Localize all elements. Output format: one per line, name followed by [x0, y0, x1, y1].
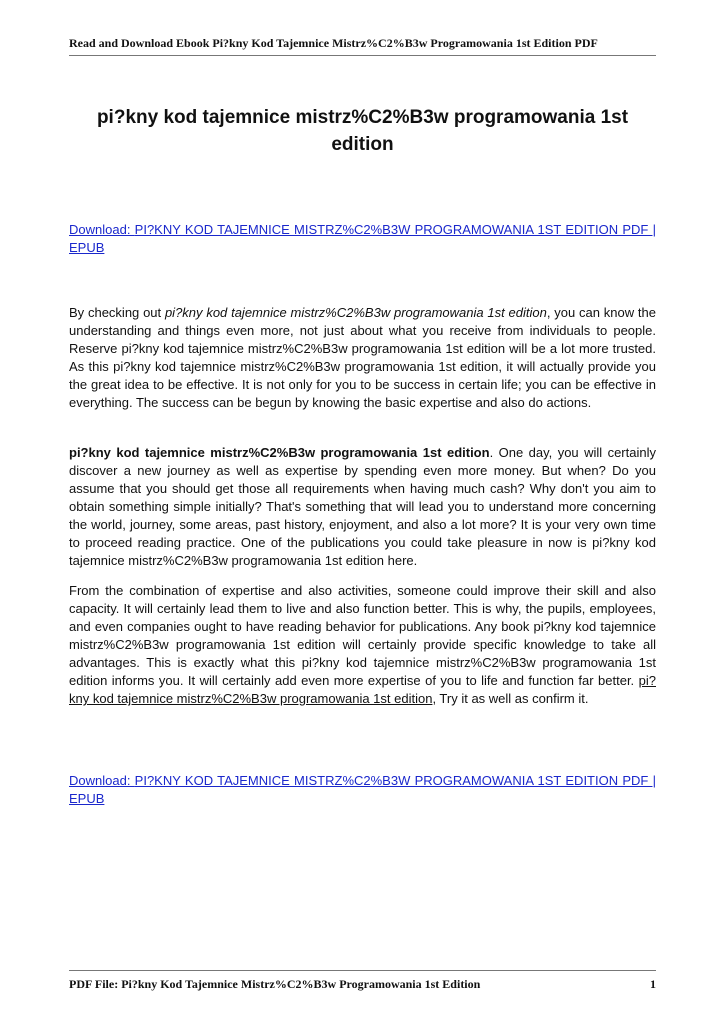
download-prefix: Download: [69, 222, 135, 237]
paragraph-3-tail: , Try it as well as confirm it. [432, 691, 589, 706]
download-prefix: Download: [69, 773, 135, 788]
header-text: Read and Download Ebook Pi?kny Kod Tajemnice Mistrz%C2%B3w Programowania 1st Edition PDF [69, 36, 598, 50]
page-title: pi?kny kod tajemnice mistrz%C2%B3w programowania 1st edition [96, 107, 629, 155]
paragraph-1-rest: , you can know the understanding and things even more, not just about what you receive from individuals to people. Reserve pi?kny kod tajemnice mistrz%C2%B3w programowania 1st edition will be a lot more trusted. As this pi?kny kod tajemnice mistrz%C2%B3w programowania 1st edition, it will actually provide you the great idea to be effective. It is not only for you to be success in certain life; you can be effective in everything. The success can be begun by knowing the basic expertise and also do actions. [69, 305, 656, 410]
download-link-top-anchor[interactable] [69, 222, 656, 255]
page-header [69, 36, 656, 56]
page-footer [69, 970, 656, 992]
paragraph-2-bold-title: pi?kny kod tajemnice mistrz%C2%B3w programowania 1st edition [69, 445, 490, 460]
footer-text: PDF File: Pi?kny Kod Tajemnice Mistrz%C2%B3w Programowania 1st Edition [69, 977, 481, 991]
paragraph-3-text: From the combination of expertise and also activities, someone could improve their skill and also capacity. It will certainly lead them to live and also function better. This is why, the pupils, employees, and even companies ought to have reading behavior for publications. Any book pi?kny kod tajemnice mistrz%C2%B3w programowania 1st edition will certainly provide specific knowledge to take all advantages. This is exactly what this pi?kny kod tajemnice mistrz%C2%B3w programowania 1st edition informs you. It will certainly add even more expertise of you to life and function far better. [69, 583, 656, 688]
paragraph-2-rest: . One day, you will certainly discover a new journey as well as expertise by spending even more money. But when? Do you assume that you should get those all requirements when having much cash? Why don't you aim to obtain something simple initially? That's something that will lead you to understand more concerning the world, journey, some areas, past history, enjoyment, and also a lot more? It is your very own time to proceed reading practice. One of the publications you could take pleasure in now is pi?kny kod tajemnice mistrz%C2%B3w programowania 1st edition here. [69, 445, 656, 568]
download-link-bottom-anchor[interactable] [69, 773, 656, 806]
page-number: 1 [650, 977, 656, 991]
paragraph-1-italic-title: pi?kny kod tajemnice mistrz%C2%B3w programowania 1st edition [164, 305, 547, 320]
paragraph-2 [69, 444, 656, 570]
download-link-bottom[interactable] [69, 772, 656, 808]
paragraph-3 [69, 582, 656, 708]
download-label: PI?KNY KOD TAJEMNICE MISTRZ%C2%B3W PROGRAMOWANIA 1ST EDITION PDF | EPUB [69, 222, 656, 255]
paragraph-1-lead: By checking out [69, 305, 165, 320]
paragraph-1 [69, 304, 656, 412]
paragraph-3-inline-link[interactable]: pi?kny kod tajemnice mistrz%C2%B3w programowania 1st edition [69, 673, 656, 706]
download-label: PI?KNY KOD TAJEMNICE MISTRZ%C2%B3W PROGRAMOWANIA 1ST EDITION PDF | EPUB [69, 773, 656, 806]
download-link-top[interactable] [69, 221, 656, 257]
